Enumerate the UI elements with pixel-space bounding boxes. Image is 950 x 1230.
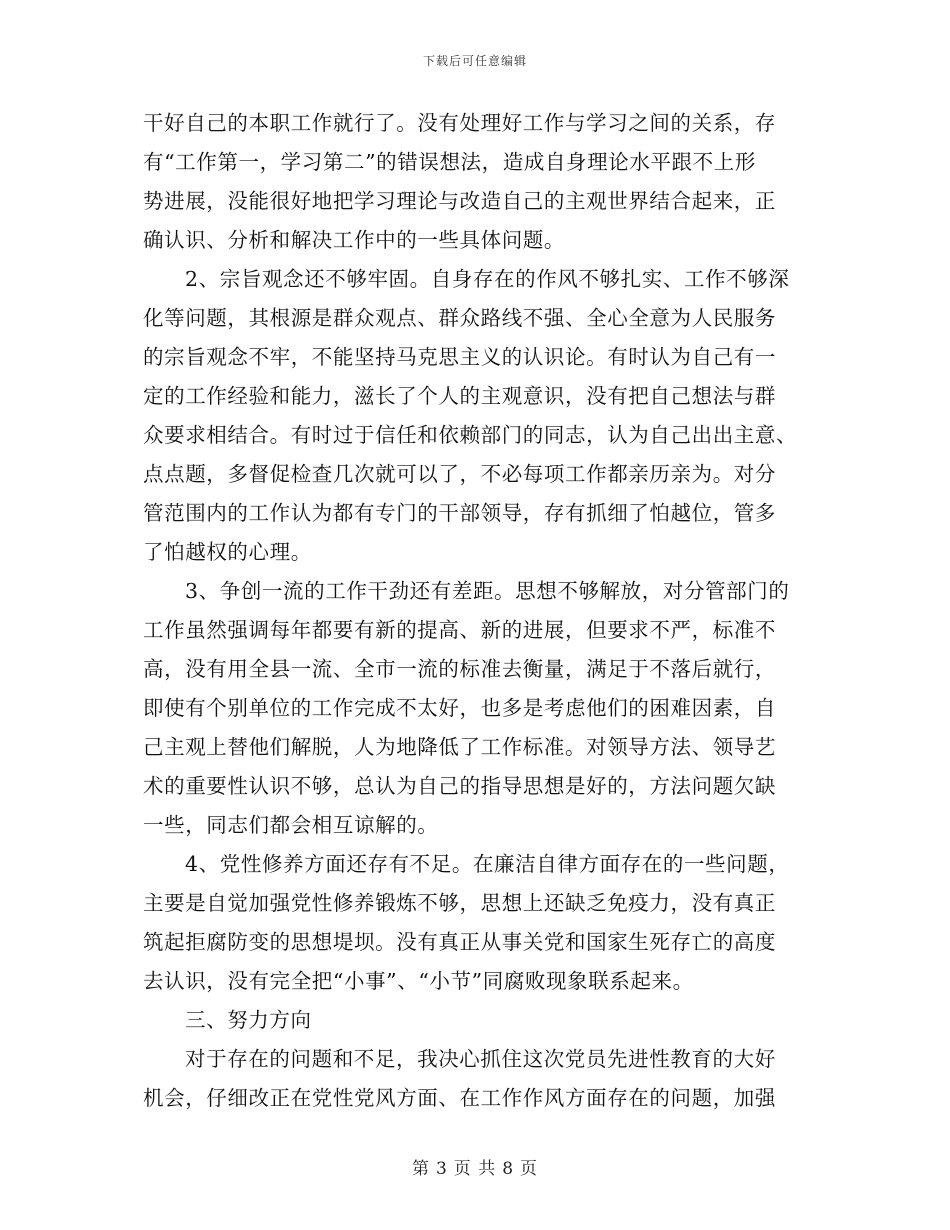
footer-suffix: 页	[520, 1159, 539, 1179]
text-line: 化等问题，其根源是群众观点、群众路线不强、全心全意为人民服务	[143, 306, 776, 330]
paragraph-start-line: 4、党性修养方面还存有不足。在廉洁自律方面存在的一些问题，	[185, 852, 790, 876]
text-line: 确认识、分析和解决工作中的一些具体问题。	[143, 228, 565, 252]
paragraph-start-line: 对于存在的问题和不足，我决心抓住这次党员先进性教育的大好	[185, 1047, 776, 1071]
text-line: 势进展，没能很好地把学习理论与改造自己的主观世界结合起来，正	[143, 189, 776, 213]
footer-total-pages: 8	[502, 1159, 515, 1179]
footer-middle: 页 共	[453, 1159, 497, 1179]
text-line: 术的重要性认识不够，总认为自己的指导思想是好的，方法问题欠缺	[143, 774, 776, 798]
section-heading: 三、努力方向	[185, 1008, 312, 1032]
text-line: 去认识，没有完全把“小事”、“小节”同腐败现象联系起来。	[143, 969, 694, 993]
text-line: 高，没有用全县一流、全市一流的标准去衡量，满足于不落后就行，	[143, 657, 776, 681]
footer-current-page: 3	[435, 1159, 448, 1179]
text-line: 己主观上替他们解脱，人为地降低了工作标准。对领导方法、领导艺	[143, 735, 776, 759]
text-line: 定的工作经验和能力，滋长了个人的主观意识，没有把自己想法与群	[143, 384, 776, 408]
page-header-note: 下载后可任意编辑	[422, 54, 527, 68]
text-line: 机会，仔细改正在党性党风方面、在工作作风方面存在的问题，加强	[143, 1086, 776, 1110]
text-line: 管范围内的工作认为都有专门的干部领导，存有抓细了怕越位，管多	[143, 501, 776, 525]
paragraph-start-line: 2、宗旨观念还不够牢固。自身存在的作风不够扎实、工作不够深	[185, 267, 790, 291]
text-line: 的宗旨观念不牢，不能坚持马克思主义的认识论。有时认为自己有一	[143, 345, 776, 369]
page-footer	[0, 1154, 950, 1179]
text-line: 筑起拒腐防变的思想堤坝。没有真正从事关党和国家生死存亡的高度	[143, 930, 776, 954]
text-line: 主要是自觉加强党性修养锻炼不够，思想上还缺乏免疫力，没有真正	[143, 891, 776, 915]
text-line: 众要求相结合。有时过于信任和依赖部门的同志，认为自己出出主意、	[143, 423, 798, 447]
text-line: 了怕越权的心理。	[143, 540, 312, 564]
text-line: 工作虽然强调每年都要有新的提高、新的进展，但要求不严，标准不	[143, 618, 776, 642]
text-line: 点点题，多督促检查几次就可以了，不必每项工作都亲历亲为。对分	[143, 462, 776, 486]
paragraph-start-line: 3、争创一流的工作干劲还有差距。思想不够解放，对分管部门的	[185, 579, 790, 603]
text-line: 有“工作第一，学习第二”的错误想法，造成自身理论水平跟不上形	[143, 150, 756, 174]
text-line: 干好自己的本职工作就行了。没有处理好工作与学习之间的关系，存	[143, 111, 776, 135]
text-line: 一些，同志们都会相互谅解的。	[143, 813, 439, 837]
footer-prefix: 第	[411, 1159, 430, 1179]
text-line: 即使有个别单位的工作完成不太好，也多是考虑他们的困难因素，自	[143, 696, 776, 720]
document-body	[143, 104, 809, 1118]
